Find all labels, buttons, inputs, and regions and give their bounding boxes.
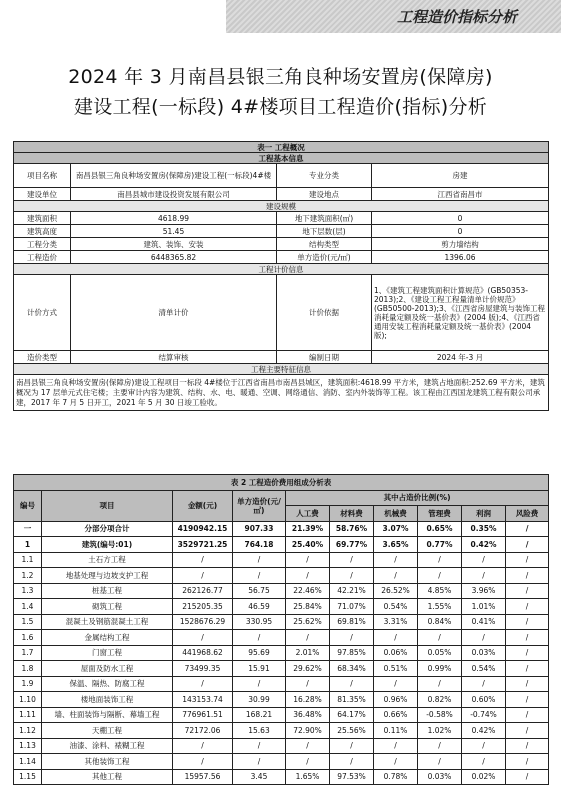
table-row bbox=[14, 676, 549, 692]
cell-no: 1.8 bbox=[14, 661, 42, 677]
col-amount: 金额(元) bbox=[173, 490, 233, 521]
cell-labor: / bbox=[286, 630, 330, 646]
cell-unit-cost: / bbox=[233, 676, 286, 692]
cell-risk: / bbox=[506, 738, 549, 754]
method-value: 清单计价 bbox=[71, 275, 277, 351]
col-no: 编号 bbox=[14, 490, 42, 521]
cell-risk: / bbox=[506, 645, 549, 661]
cell-labor: 1.65% bbox=[286, 769, 330, 785]
cell-machine: 0.54% bbox=[374, 599, 418, 615]
table-row bbox=[14, 769, 549, 785]
cell-management: 0.84% bbox=[418, 614, 462, 630]
cell-item: 其他装饰工程 bbox=[42, 754, 173, 770]
cell-risk: / bbox=[506, 552, 549, 568]
cell-unit-cost: 46.59 bbox=[233, 599, 286, 615]
cell-item: 门窗工程 bbox=[42, 645, 173, 661]
cell-risk: / bbox=[506, 692, 549, 708]
header-tag: 工程造价指标分析 bbox=[396, 8, 517, 26]
cell-labor: 22.46% bbox=[286, 583, 330, 599]
cell-unit-cost: / bbox=[233, 754, 286, 770]
cell-item: 建筑(编号:01) bbox=[42, 537, 173, 553]
specialty-label: 专业分类 bbox=[277, 164, 372, 188]
cost-composition-table bbox=[13, 474, 549, 785]
cell-material: 69.77% bbox=[330, 537, 374, 553]
cell-management: 0.82% bbox=[418, 692, 462, 708]
cell-no: 1.13 bbox=[14, 738, 42, 754]
cell-profit: 0.03% bbox=[462, 645, 506, 661]
cell-management: / bbox=[418, 738, 462, 754]
title-line-2: 建设工程(一标段) 4#楼项目工程造价(指标)分析 bbox=[73, 96, 488, 118]
cell-material: 68.34% bbox=[330, 661, 374, 677]
cell-no: 1.4 bbox=[14, 599, 42, 615]
cell-profit: 3.96% bbox=[462, 583, 506, 599]
col-machine: 机械费 bbox=[374, 506, 418, 522]
cell-unit-cost: / bbox=[233, 552, 286, 568]
cell-machine: 0.06% bbox=[374, 645, 418, 661]
table-row bbox=[14, 754, 549, 770]
cell-no: 1.12 bbox=[14, 723, 42, 739]
cell-machine: 3.07% bbox=[374, 521, 418, 537]
table1-caption: 表一 工程概况 bbox=[14, 142, 549, 153]
section-scale: 建设规模 bbox=[14, 201, 549, 212]
cell-amount: 73499.35 bbox=[173, 661, 233, 677]
height-value: 51.45 bbox=[71, 225, 277, 238]
cell-risk: / bbox=[506, 583, 549, 599]
cell-amount: 4190942.15 bbox=[173, 521, 233, 537]
section-basic-info: 工程基本信息 bbox=[14, 153, 549, 164]
cell-unit-cost: 15.91 bbox=[233, 661, 286, 677]
cell-management: / bbox=[418, 754, 462, 770]
cell-no: 1.2 bbox=[14, 568, 42, 584]
col-risk: 风险费 bbox=[506, 506, 549, 522]
cell-amount: 15957.56 bbox=[173, 769, 233, 785]
project-name-value: 南昌县银三角良种场安置房(保障房)建设工程(一标段)4#楼 bbox=[71, 164, 277, 188]
cell-amount: / bbox=[173, 552, 233, 568]
project-name-label: 项目名称 bbox=[14, 164, 71, 188]
cell-no: 一 bbox=[14, 521, 42, 537]
cell-no: 1 bbox=[14, 537, 42, 553]
col-management: 管理费 bbox=[418, 506, 462, 522]
cell-profit: / bbox=[462, 738, 506, 754]
cell-management: 0.99% bbox=[418, 661, 462, 677]
cell-material: / bbox=[330, 738, 374, 754]
cell-unit-cost: 95.69 bbox=[233, 645, 286, 661]
header-banner bbox=[226, 0, 561, 33]
cell-management: 1.55% bbox=[418, 599, 462, 615]
underground-floors-value: 0 bbox=[372, 225, 549, 238]
cost-label: 工程造价 bbox=[14, 251, 71, 264]
cell-no: 1.5 bbox=[14, 614, 42, 630]
table-row bbox=[14, 707, 549, 723]
cell-material: 25.56% bbox=[330, 723, 374, 739]
height-label: 建筑高度 bbox=[14, 225, 71, 238]
cell-management: / bbox=[418, 676, 462, 692]
cell-item: 分部分项合计 bbox=[42, 521, 173, 537]
cell-labor: 2.01% bbox=[286, 645, 330, 661]
category-value: 建筑、装饰、安装 bbox=[71, 238, 277, 251]
cell-management: 0.05% bbox=[418, 645, 462, 661]
cell-management: 1.02% bbox=[418, 723, 462, 739]
cell-amount: / bbox=[173, 630, 233, 646]
cell-amount: 262126.77 bbox=[173, 583, 233, 599]
cell-profit: 0.41% bbox=[462, 614, 506, 630]
cell-labor: / bbox=[286, 754, 330, 770]
cell-management: 0.77% bbox=[418, 537, 462, 553]
cell-unit-cost: / bbox=[233, 630, 286, 646]
basis-label: 计价依据 bbox=[277, 275, 372, 351]
cell-machine: / bbox=[374, 552, 418, 568]
cell-item: 屋面及防水工程 bbox=[42, 661, 173, 677]
cell-material: 71.07% bbox=[330, 599, 374, 615]
cell-risk: / bbox=[506, 754, 549, 770]
cell-item: 地基处理与边坡支护工程 bbox=[42, 568, 173, 584]
cell-amount: / bbox=[173, 676, 233, 692]
cell-risk: / bbox=[506, 769, 549, 785]
cell-item: 土石方工程 bbox=[42, 552, 173, 568]
location-label: 建设地点 bbox=[277, 188, 372, 201]
col-material: 材料费 bbox=[330, 506, 374, 522]
unit-cost-value: 1396.06 bbox=[372, 251, 549, 264]
table-row bbox=[14, 568, 549, 584]
builder-label: 建设单位 bbox=[14, 188, 71, 201]
builder-value: 南昌县城市建设投资发展有限公司 bbox=[71, 188, 277, 201]
table-row bbox=[14, 552, 549, 568]
cell-profit: 0.42% bbox=[462, 537, 506, 553]
cell-labor: / bbox=[286, 552, 330, 568]
cell-labor: 29.62% bbox=[286, 661, 330, 677]
cell-unit-cost: 168.21 bbox=[233, 707, 286, 723]
cell-unit-cost: / bbox=[233, 738, 286, 754]
cell-risk: / bbox=[506, 599, 549, 615]
cell-machine: 3.31% bbox=[374, 614, 418, 630]
cell-risk: / bbox=[506, 614, 549, 630]
cell-management: 4.85% bbox=[418, 583, 462, 599]
cell-profit: 0.02% bbox=[462, 769, 506, 785]
table-row bbox=[14, 661, 549, 677]
cell-machine: 0.96% bbox=[374, 692, 418, 708]
col-labor: 人工费 bbox=[286, 506, 330, 522]
col-ratio-group: 其中占造价比例(%) bbox=[286, 490, 549, 506]
cell-unit-cost: 15.63 bbox=[233, 723, 286, 739]
table-row bbox=[14, 738, 549, 754]
cell-labor: / bbox=[286, 568, 330, 584]
cell-material: 97.53% bbox=[330, 769, 374, 785]
cell-management: -0.58% bbox=[418, 707, 462, 723]
category-label: 工程分类 bbox=[14, 238, 71, 251]
cell-amount: 215205.35 bbox=[173, 599, 233, 615]
table2-caption: 表 2 工程造价费用组成分析表 bbox=[14, 475, 549, 491]
features-text: 南昌县银三角良种场安置房(保障房)建设工程项目一标段 4#楼位于江西省南昌市南昌县城区，建筑面积:4618.99 平方米，建筑占地面积:252.69 平方米，建筑概况为 17 层单元式住宅楼；主要审计内容为建筑、结构、水、电、暖通、空调、网络通信、消防、室内外装饰等工程。该工程由江西国龙建筑工程有限公司承建，2017 年 7 月 5 日开工，2021 年 5 月 30 日竣工验收。 bbox=[14, 375, 549, 411]
table-row bbox=[14, 614, 549, 630]
unit-cost-label: 单方造价(元/㎡) bbox=[277, 251, 372, 264]
cell-profit: 0.60% bbox=[462, 692, 506, 708]
cell-amount: 72172.06 bbox=[173, 723, 233, 739]
underground-floors-label: 地下层数(层) bbox=[277, 225, 372, 238]
cell-no: 1.1 bbox=[14, 552, 42, 568]
cell-amount: 3529721.25 bbox=[173, 537, 233, 553]
underground-area-value: 0 bbox=[372, 212, 549, 225]
cell-profit: 0.54% bbox=[462, 661, 506, 677]
col-unit-cost: 单方造价(元/㎡) bbox=[233, 490, 286, 521]
cell-machine: / bbox=[374, 568, 418, 584]
cell-unit-cost: 330.95 bbox=[233, 614, 286, 630]
cell-item: 墙、柱面装饰与隔断、幕墙工程 bbox=[42, 707, 173, 723]
cell-risk: / bbox=[506, 661, 549, 677]
cell-material: 64.17% bbox=[330, 707, 374, 723]
cell-management: / bbox=[418, 630, 462, 646]
method-label: 计价方式 bbox=[14, 275, 71, 351]
area-label: 建筑面积 bbox=[14, 212, 71, 225]
cell-material: 58.76% bbox=[330, 521, 374, 537]
basis-value: 1、《建筑工程建筑面积计算规范》(GB50353-2013);2、《建设工程工程量清单计价规范》(GB50500-2013);3、《江西省房屋建筑与装饰工程消耗量定额及统一基价表》(2004 版);4、《江西省通用安装工程消耗量定额及统一基价表》(2004 版); bbox=[372, 275, 549, 351]
cell-profit: 0.35% bbox=[462, 521, 506, 537]
table-row bbox=[14, 583, 549, 599]
cell-risk: / bbox=[506, 676, 549, 692]
cell-unit-cost: 3.45 bbox=[233, 769, 286, 785]
cell-material: 97.85% bbox=[330, 645, 374, 661]
table-row bbox=[14, 630, 549, 646]
cell-machine: / bbox=[374, 738, 418, 754]
cell-labor: 21.39% bbox=[286, 521, 330, 537]
cell-profit: / bbox=[462, 754, 506, 770]
cell-profit: / bbox=[462, 630, 506, 646]
specialty-value: 房建 bbox=[372, 164, 549, 188]
section-features: 工程主要特征信息 bbox=[14, 364, 549, 375]
cell-item: 桩基工程 bbox=[42, 583, 173, 599]
cell-labor: 25.62% bbox=[286, 614, 330, 630]
cell-labor: 25.40% bbox=[286, 537, 330, 553]
cell-material: / bbox=[330, 552, 374, 568]
col-profit: 利润 bbox=[462, 506, 506, 522]
cell-labor: 25.84% bbox=[286, 599, 330, 615]
cell-risk: / bbox=[506, 723, 549, 739]
col-item: 项目 bbox=[42, 490, 173, 521]
table-row bbox=[14, 537, 549, 553]
cell-unit-cost: / bbox=[233, 568, 286, 584]
cell-item: 楼地面装饰工程 bbox=[42, 692, 173, 708]
cost-type-value: 结算审核 bbox=[71, 351, 277, 364]
cell-machine: 0.11% bbox=[374, 723, 418, 739]
cell-material: / bbox=[330, 630, 374, 646]
cell-amount: / bbox=[173, 738, 233, 754]
cell-machine: 3.65% bbox=[374, 537, 418, 553]
cost-type-label: 造价类型 bbox=[14, 351, 71, 364]
cell-risk: / bbox=[506, 630, 549, 646]
table-row bbox=[14, 723, 549, 739]
cell-amount: / bbox=[173, 568, 233, 584]
cell-no: 1.11 bbox=[14, 707, 42, 723]
cell-item: 其他工程 bbox=[42, 769, 173, 785]
cell-unit-cost: 907.33 bbox=[233, 521, 286, 537]
table-row bbox=[14, 645, 549, 661]
cell-management: / bbox=[418, 568, 462, 584]
cell-amount: 441968.62 bbox=[173, 645, 233, 661]
cell-labor: 72.90% bbox=[286, 723, 330, 739]
section-pricing: 工程计价信息 bbox=[14, 264, 549, 275]
cell-amount: 143153.74 bbox=[173, 692, 233, 708]
cell-unit-cost: 764.18 bbox=[233, 537, 286, 553]
cell-item: 天棚工程 bbox=[42, 723, 173, 739]
cell-item: 金属结构工程 bbox=[42, 630, 173, 646]
cell-labor: / bbox=[286, 676, 330, 692]
cell-machine: / bbox=[374, 676, 418, 692]
cell-no: 1.7 bbox=[14, 645, 42, 661]
cell-no: 1.3 bbox=[14, 583, 42, 599]
cell-labor: 36.48% bbox=[286, 707, 330, 723]
cell-profit: 1.01% bbox=[462, 599, 506, 615]
cell-unit-cost: 30.99 bbox=[233, 692, 286, 708]
cell-no: 1.14 bbox=[14, 754, 42, 770]
cell-risk: / bbox=[506, 537, 549, 553]
cell-machine: 26.52% bbox=[374, 583, 418, 599]
cell-machine: 0.78% bbox=[374, 769, 418, 785]
date-label: 编制日期 bbox=[277, 351, 372, 364]
cell-unit-cost: 56.75 bbox=[233, 583, 286, 599]
cell-risk: / bbox=[506, 568, 549, 584]
cell-item: 油漆、涂料、裱糊工程 bbox=[42, 738, 173, 754]
location-value: 江西省南昌市 bbox=[372, 188, 549, 201]
cell-material: 81.35% bbox=[330, 692, 374, 708]
cell-material: / bbox=[330, 754, 374, 770]
table-row bbox=[14, 692, 549, 708]
cell-item: 混凝土及钢筋混凝土工程 bbox=[42, 614, 173, 630]
cell-amount: 1528676.29 bbox=[173, 614, 233, 630]
underground-area-label: 地下建筑面积(㎡) bbox=[277, 212, 372, 225]
cell-profit: 0.42% bbox=[462, 723, 506, 739]
cell-management: 0.03% bbox=[418, 769, 462, 785]
cell-material: / bbox=[330, 676, 374, 692]
title-line-1: 2024 年 3 月南昌县银三角良种场安置房(保障房) bbox=[68, 66, 493, 88]
cell-labor: / bbox=[286, 738, 330, 754]
cell-profit: / bbox=[462, 676, 506, 692]
cell-management: / bbox=[418, 552, 462, 568]
cell-profit: / bbox=[462, 552, 506, 568]
cell-management: 0.65% bbox=[418, 521, 462, 537]
structure-label: 结构类型 bbox=[277, 238, 372, 251]
cell-item: 保温、隔热、防腐工程 bbox=[42, 676, 173, 692]
cell-material: 42.21% bbox=[330, 583, 374, 599]
cell-risk: / bbox=[506, 707, 549, 723]
table-row bbox=[14, 599, 549, 615]
cell-item: 砌筑工程 bbox=[42, 599, 173, 615]
cell-machine: / bbox=[374, 630, 418, 646]
cell-profit: -0.74% bbox=[462, 707, 506, 723]
cell-machine: 0.51% bbox=[374, 661, 418, 677]
cell-machine: / bbox=[374, 754, 418, 770]
table2-body bbox=[14, 521, 549, 785]
cell-no: 1.15 bbox=[14, 769, 42, 785]
cell-risk: / bbox=[506, 521, 549, 537]
cell-material: / bbox=[330, 568, 374, 584]
cell-machine: 0.66% bbox=[374, 707, 418, 723]
structure-value: 剪力墙结构 bbox=[372, 238, 549, 251]
table-row bbox=[14, 521, 549, 537]
cell-amount: / bbox=[173, 754, 233, 770]
cell-labor: 16.28% bbox=[286, 692, 330, 708]
cell-material: 69.81% bbox=[330, 614, 374, 630]
cell-amount: 776961.51 bbox=[173, 707, 233, 723]
project-overview-table bbox=[13, 141, 549, 411]
cell-no: 1.6 bbox=[14, 630, 42, 646]
cell-no: 1.10 bbox=[14, 692, 42, 708]
date-value: 2024 年-3 月 bbox=[372, 351, 549, 364]
cell-no: 1.9 bbox=[14, 676, 42, 692]
area-value: 4618.99 bbox=[71, 212, 277, 225]
cost-value: 6448365.82 bbox=[71, 251, 277, 264]
cell-profit: / bbox=[462, 568, 506, 584]
